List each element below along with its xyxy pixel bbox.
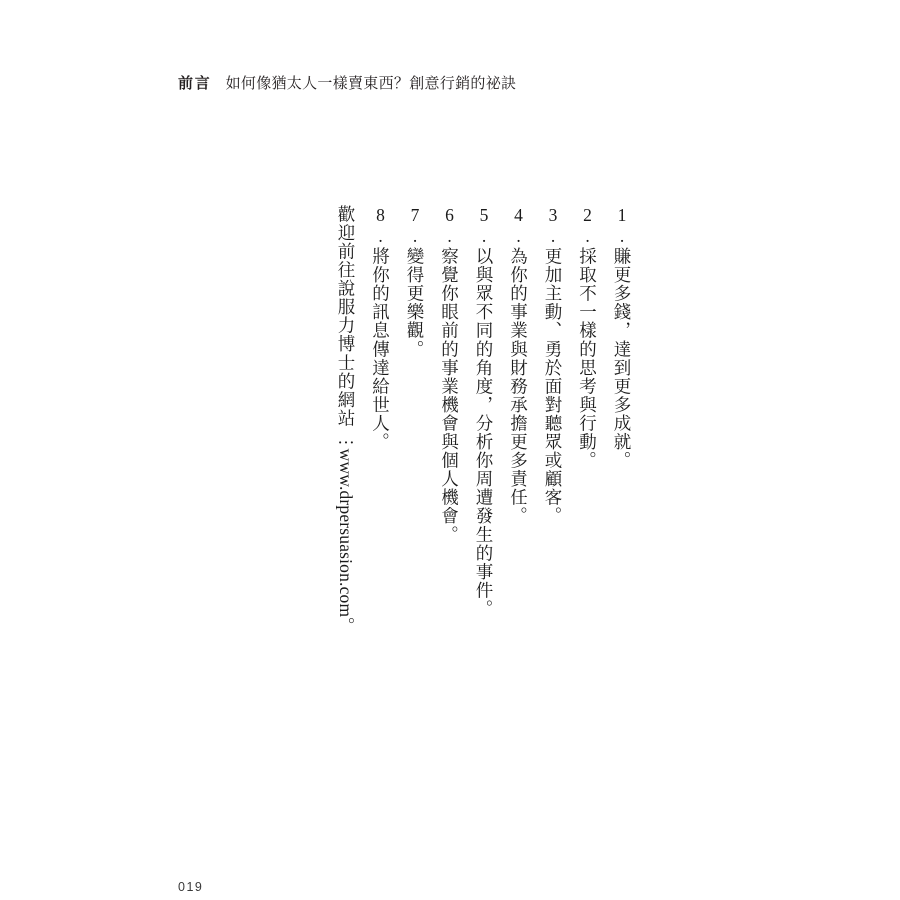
list-item [440,205,458,675]
closing-lead-text: 歡迎前往說服力博士的網站… [336,205,356,449]
list-item-number: 3. [543,205,563,248]
list-item-number: 7. [405,205,425,248]
list-item-text: 以與眾不同的角度，分析你周遭發生的事件。 [474,247,494,619]
closing-tail-text: 。 [336,617,356,636]
website-url: www.drpersuasion.com [336,448,356,618]
running-head-title: 如何像猶太人一樣賣東西？創意行銷的祕訣 [225,76,517,92]
list-item-number: 2. [577,205,598,248]
list-item [578,205,596,675]
list-item-text: 為你的事業與財務承擔更多責任。 [508,247,529,526]
page-number: 019 [178,880,204,894]
list-item-number: 5. [474,205,494,248]
list-item-text: 更加主動、勇於面對聽眾或顧客。 [543,247,563,526]
list-item-text: 賺更多錢，達到更多成就。 [612,247,632,470]
list-item-number: 6. [439,205,460,248]
list-item [544,205,562,675]
list-item-text: 將你的訊息傳達給世人。 [370,247,391,452]
vertical-text-body [300,205,630,675]
list-item [509,205,527,675]
list-item-text: 採取不一樣的思考與行動。 [577,247,598,470]
list-item [613,205,631,675]
list-item-number: 1. [612,205,632,248]
list-item [371,205,389,675]
running-head [178,72,516,93]
list-item-number: 8. [370,205,391,248]
closing-paragraph [337,205,355,675]
running-head-label: 前言 [178,76,212,92]
list-item [475,205,493,675]
list-item [406,205,424,675]
list-item-text: 變得更樂觀。 [405,247,425,359]
list-item-text: 察覺你眼前的事業機會與個人機會。 [439,247,460,544]
list-item-number: 4. [508,205,529,248]
